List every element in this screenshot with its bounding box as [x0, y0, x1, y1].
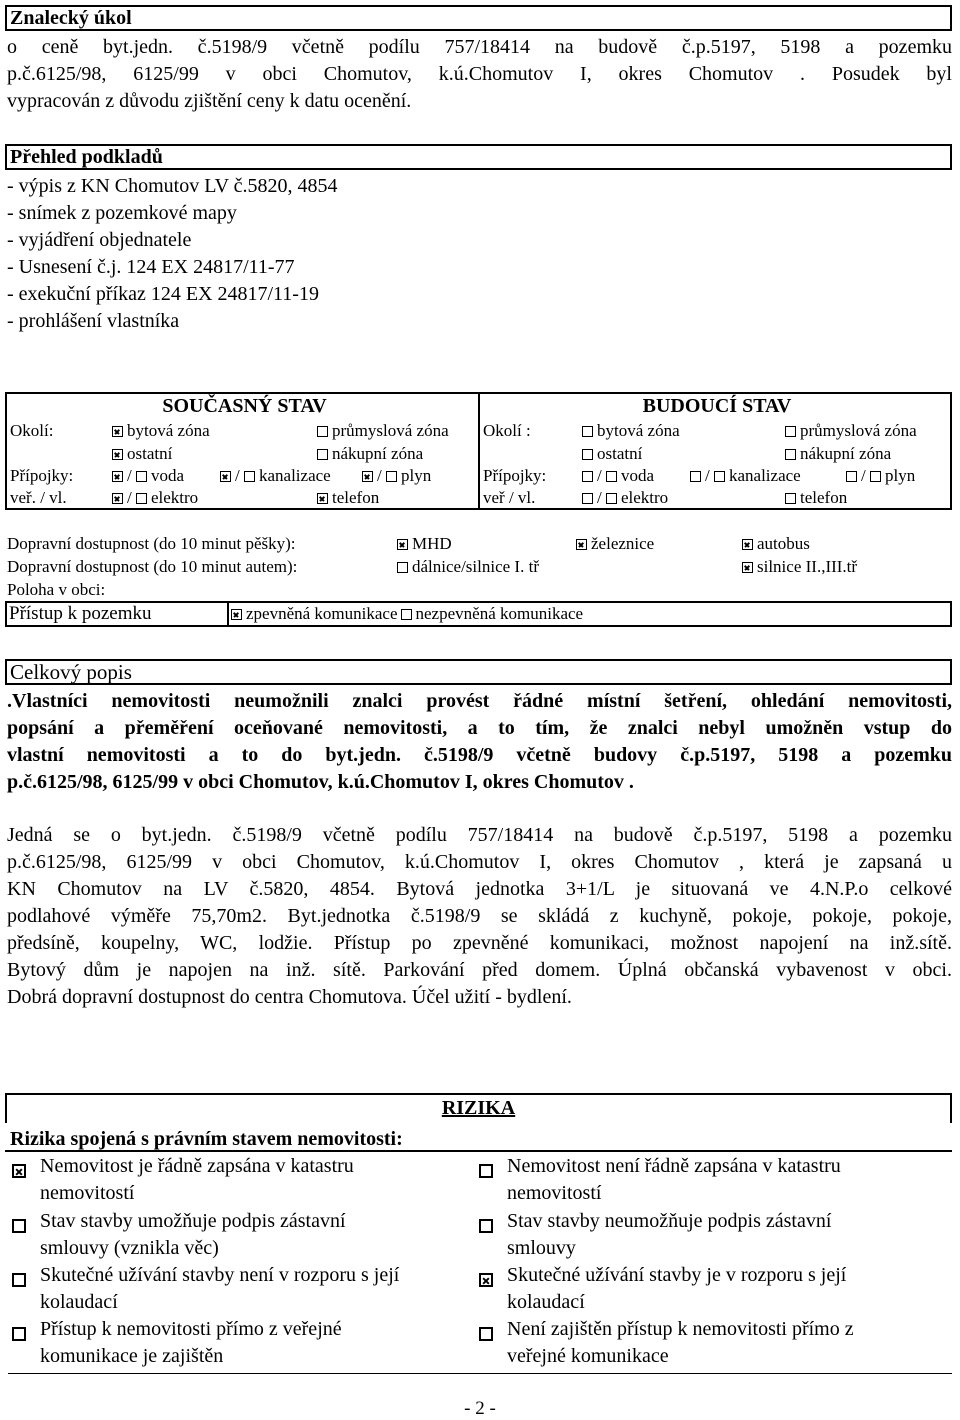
opt-prumyslova: průmyslová zóna [785, 420, 917, 442]
checkbox-icon[interactable] [12, 1219, 26, 1233]
popis-line: podlahové výměře 75,70m2. Byt.jednotka č.5198/9 se skládá z kuchyně, pokoje, pokoje, pokoje, [7, 905, 952, 927]
opt-plyn: / plyn [846, 465, 915, 487]
checkbox-icon[interactable] [582, 449, 593, 460]
doprava-pesky-label: Dopravní dostupnost (do 10 minut pěšky): [7, 534, 296, 553]
ver-label: veř / vl. [483, 488, 536, 507]
checkbox-checked-icon[interactable] [220, 471, 231, 482]
checkbox-icon[interactable] [244, 471, 255, 482]
section-title-ukol: Znalecký úkol [5, 5, 952, 31]
pristup-label: Přístup k pozemku [7, 603, 229, 625]
popis-line: vlastní nemovitosti a to do byt.jedn. č.5198/9 včetně budovy č.p.5197, 5198 a pozemku [7, 744, 952, 766]
poloha-label: Poloha v obci: [7, 580, 106, 599]
okoli-label: Okolí : [483, 421, 531, 440]
ukol-line: p.č.6125/98, 6125/99 v obci Chomutov, k.ú.Chomutov I, okres Chomutov . Posudek byl [7, 63, 952, 85]
checkbox-icon[interactable] [606, 493, 617, 504]
popis-line: KN Chomutov na LV č.5820, 4854. Bytová jednotka 3+1/L je situovaná ve 4.N.P.o celkové [7, 878, 952, 900]
popis-line: p.č.6125/98, 6125/99 v obci Chomutov, k.ú.Chomutov I, okres Chomutov , která je zapsaná u [7, 851, 952, 873]
checkbox-checked-icon[interactable] [112, 449, 123, 460]
checkbox-icon[interactable] [136, 471, 147, 482]
opt-dalnice: dálnice/silnice I. tř [397, 556, 539, 578]
checkbox-icon[interactable] [606, 471, 617, 482]
popis-line: p.č.6125/98, 6125/99 v obci Chomutov, k.ú.Chomutov I, okres Chomutov . [7, 771, 634, 793]
checkbox-icon[interactable] [397, 562, 408, 573]
checkbox-icon[interactable] [317, 426, 328, 437]
podklady-item: - exekuční příkaz 124 EX 24817/11-19 [7, 283, 319, 305]
opt-voda: / voda [112, 465, 184, 487]
opt-bytova: bytová zóna [112, 420, 210, 442]
checkbox-checked-icon[interactable] [317, 493, 328, 504]
checkbox-checked-icon[interactable] [231, 609, 242, 620]
checkbox-icon[interactable] [479, 1219, 493, 1233]
checkbox-icon[interactable] [12, 1327, 26, 1341]
checkbox-icon[interactable] [479, 1164, 493, 1178]
checkbox-icon[interactable] [846, 471, 857, 482]
opt-ostatni: ostatní [582, 443, 642, 465]
section-title-podklady: Přehled podkladů [5, 144, 952, 170]
checkbox-icon[interactable] [401, 609, 412, 620]
popis-bold-text [7, 688, 952, 796]
opt-telefon: telefon [785, 487, 847, 509]
opt-plyn: / plyn [362, 465, 431, 487]
opt-zeleznice: železnice [576, 533, 654, 555]
opt-prumyslova: průmyslová zóna [317, 420, 449, 442]
checkbox-checked-icon[interactable] [112, 426, 123, 437]
ver-label: veř. / vl. [10, 488, 67, 507]
checkbox-checked-icon[interactable] [742, 562, 753, 573]
okoli-label: Okolí: [10, 421, 54, 440]
checkbox-icon[interactable] [386, 471, 397, 482]
podklady-item: - Usnesení č.j. 124 EX 24817/11-77 [7, 256, 295, 278]
doprava-autem-label: Dopravní dostupnost (do 10 minut autem): [7, 557, 298, 576]
checkbox-icon[interactable] [582, 493, 593, 504]
checkbox-icon[interactable] [870, 471, 881, 482]
pripojky-label: Přípojky: [10, 466, 74, 485]
opt-kanalizace: / kanalizace [690, 465, 801, 487]
podklady-item: - snímek z pozemkové mapy [7, 202, 237, 224]
checkbox-checked-icon[interactable] [742, 539, 753, 550]
checkbox-icon[interactable] [479, 1327, 493, 1341]
rizika-subtitle: Rizika spojená s právním stavem nemovitosti: [10, 1128, 403, 1150]
checkbox-icon[interactable] [582, 426, 593, 437]
divider [5, 1150, 952, 1152]
section-title-popis: Celkový popis [5, 659, 952, 685]
future-state-panel [478, 392, 952, 510]
opt-elektro: / elektro [112, 487, 198, 509]
opt-mhd: MHD [397, 533, 452, 555]
checkbox-checked-icon[interactable] [12, 1164, 26, 1178]
popis-line: Bytový dům je napojen na inž. sítě. Parkování před domem. Úplná občanská vybavenost v obci. [7, 959, 952, 981]
pristup-row [5, 601, 952, 627]
popis-line: popsání a přeměření oceňované nemovitosti, a to tím, že znalci nebyl umožněn vstup do [7, 717, 952, 739]
checkbox-icon[interactable] [136, 493, 147, 504]
checkbox-icon[interactable] [582, 471, 593, 482]
checkbox-checked-icon[interactable] [576, 539, 587, 550]
opt-zpevnena: zpevněná komunikace nezpevněná komunikace [231, 603, 583, 625]
popis-line: Dobrá dopravní dostupnost do centra Chomutova. Účel užití - bydlení. [7, 986, 572, 1008]
opt-elektro: / elektro [582, 487, 668, 509]
checkbox-icon[interactable] [317, 449, 328, 460]
checkbox-icon[interactable] [690, 471, 701, 482]
ukol-text [7, 34, 952, 115]
checkbox-checked-icon[interactable] [479, 1273, 493, 1287]
podklady-list [7, 173, 338, 335]
rizika-header-box [5, 1093, 952, 1123]
opt-telefon: telefon [317, 487, 379, 509]
podklady-item: - výpis z KN Chomutov LV č.5820, 4854 [7, 175, 338, 197]
popis-line: předsíně, koupelny, WC, lodžie. Přístup po zpevněné komunikaci, možnost napojení na inž.sítě. [7, 932, 952, 954]
popis-line: Jedná se o byt.jedn. č.5198/9 včetně podílu 757/18414 na budově č.p.5197, 5198 a pozemku [7, 824, 952, 846]
checkbox-checked-icon[interactable] [112, 493, 123, 504]
ukol-line: vypracován z důvodu zjištění ceny k datu ocenění. [7, 90, 412, 112]
rizika-title: RIZIKA [441, 1097, 516, 1119]
checkbox-icon[interactable] [785, 493, 796, 504]
checkbox-icon[interactable] [714, 471, 725, 482]
checkbox-checked-icon[interactable] [112, 471, 123, 482]
pripojky-label: Přípojky: [483, 466, 547, 485]
opt-kanalizace: / kanalizace [220, 465, 331, 487]
opt-silnice: silnice II.,III.tř [742, 556, 857, 578]
current-state-title: SOUČASNÝ STAV [162, 395, 327, 417]
checkbox-icon[interactable] [12, 1273, 26, 1287]
ukol-line: o ceně byt.jedn. č.5198/9 včetně podílu 757/18414 na budově č.p.5197, 5198 a pozemku [7, 36, 952, 58]
opt-bytova: bytová zóna [582, 420, 680, 442]
opt-autobus: autobus [742, 533, 810, 555]
opt-nakupni: nákupní zóna [785, 443, 891, 465]
opt-nakupni: nákupní zóna [317, 443, 423, 465]
checkbox-checked-icon[interactable] [362, 471, 373, 482]
opt-ostatni: ostatní [112, 443, 172, 465]
popis-text [7, 822, 952, 1011]
checkbox-icon[interactable] [785, 426, 796, 437]
podklady-item: - vyjádření objednatele [7, 229, 192, 251]
current-state-panel [5, 392, 480, 510]
opt-voda: / voda [582, 465, 654, 487]
checkbox-checked-icon[interactable] [397, 539, 408, 550]
future-state-title: BUDOUCÍ STAV [642, 395, 792, 417]
page-number: - 2 - [464, 1398, 496, 1419]
checkbox-icon[interactable] [785, 449, 796, 460]
footer-line [8, 1373, 952, 1374]
popis-line: .Vlastníci nemovitosti neumožnili znalci provést řádné místní šetření, ohledání nemovitosti, [7, 690, 952, 712]
podklady-item: - prohlášení vlastníka [7, 310, 180, 332]
